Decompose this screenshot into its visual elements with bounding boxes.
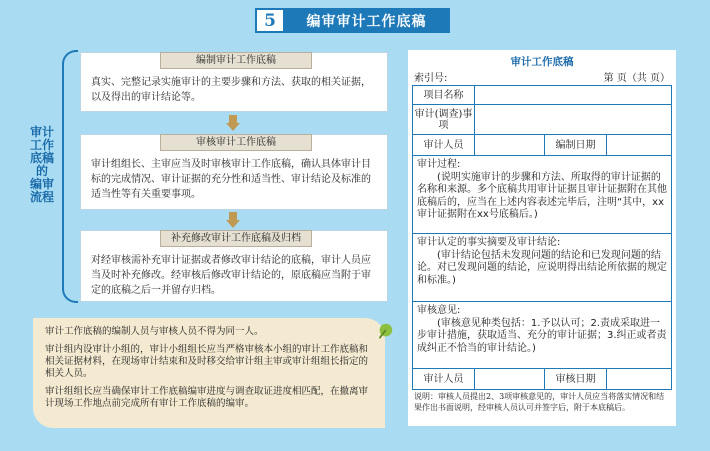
down-arrow-icon [226, 212, 240, 228]
audit-process-section [413, 156, 671, 225]
flow-step-revise-archive [80, 230, 388, 302]
audit-item-field[interactable] [475, 105, 671, 134]
form-title: 审计工作底稿 [510, 56, 574, 68]
audit-facts-heading: 审计认定的事实摘要及审计结论: [417, 237, 561, 248]
form-meta [408, 69, 676, 84]
note-item: 审计组组长应当确保审计工作底稿编审进度与调查取证进度相匹配，在撤离审计现场工作地点前完成所有审计工作底稿的编审。 [45, 386, 369, 409]
audit-item-label: 审计(调查)事项 [413, 105, 475, 134]
audit-facts-text: (审计结论包括未发现问题的结论和已发现问题的结论。对已发现问题的结论，应说明得出结论所依据的规定和标准。) [417, 249, 667, 286]
title-banner [255, 8, 450, 33]
flow-step-compile [80, 52, 388, 112]
leaf-icon [376, 322, 394, 340]
side-label-line: 工作 [29, 138, 54, 152]
flow-step-header: 编制审计工作底稿 [160, 52, 312, 69]
project-name-field[interactable] [475, 86, 671, 104]
side-label-line: 审计 [29, 125, 54, 139]
side-label-line: 底稿 [29, 151, 54, 165]
note-item: 审计工作底稿的编制人员与审核人员不得为同一人。 [45, 326, 264, 337]
auditor-label-bottom: 审计人员 [413, 369, 475, 389]
flow-step-review [80, 134, 388, 210]
review-opinion-text: (审核意见种类包括：1.予以认可；2.责成采取进一步审计措施，获取适当、充分的审计证据；3.纠正或者责成纠正不恰当的审计结论。) [417, 317, 667, 354]
review-date-field[interactable] [607, 369, 671, 389]
side-label-line: 编审 [29, 177, 54, 191]
flow-step-text: 真实、完整记录实施审计的主要步骤和方法、获取的相关证据，以及得出的审计结论等。 [91, 77, 371, 103]
section-number: 5 [257, 10, 283, 31]
page-count-label: 第 页（共 页） [603, 73, 670, 84]
audit-process-heading: 审计过程: [417, 159, 461, 170]
form-grid [412, 85, 672, 390]
down-arrow-icon [226, 115, 240, 131]
flow-bracket [62, 50, 78, 303]
review-opinion-heading: 审核意见: [417, 305, 461, 316]
compile-date-field[interactable] [607, 135, 671, 155]
project-name-label: 项目名称 [413, 86, 475, 104]
auditor-field[interactable] [475, 135, 545, 155]
review-date-label: 审核日期 [545, 369, 607, 389]
flow-step-header: 补充修改审计工作底稿及归档 [160, 230, 312, 247]
audit-process-text: (说明实施审计的步骤和方法、所取得的审计证据的名称和来源。多个底稿共用审计证据且审计证据附在其他底稿后的，应当在上述内容表述完毕后，注明“其中，xx审计证据附在xx号底稿后。) [417, 171, 667, 220]
flow-step-text: 审计组组长、主审应当及时审核审计工作底稿，确认具体审计目标的完成情况、审计证据的充分性和适当性、审计结论及标准的适当性等有关重要事项。 [91, 159, 371, 200]
compile-date-label: 编制日期 [545, 135, 607, 155]
flow-step-text: 对经审核需补充审计证据或者修改审计结论的底稿，审计人员应当及时补充修改。经审核后修改审计结论的，原底稿应当附于审定的底稿之后一并留存归档。 [91, 255, 371, 296]
auditor-label: 审计人员 [413, 135, 475, 155]
form-footnote: 说明：审核人员提出2、3项审核意见的，审计人员应当将落实情况和结果作出书面说明，经审核人员认可并签字后，附于本底稿后。 [414, 392, 665, 412]
auditor-field-bottom[interactable] [475, 369, 545, 389]
audit-workpaper-form [408, 50, 676, 426]
flow-side-label [28, 126, 56, 204]
side-label-line: 流程 [29, 190, 54, 204]
index-number-label: 索引号: [414, 73, 448, 84]
note-item: 审计组内设审计小组的，审计小组组长应当严格审核本小组的审计工作底稿和相关证据材料，在现场审计结束和及时移交给审计组主审或审计组组长指定的相关人员。 [45, 344, 369, 379]
review-opinion-section [413, 302, 671, 358]
audit-facts-section [413, 234, 671, 290]
flow-step-header: 审核审计工作底稿 [160, 134, 312, 151]
page-title: 编审审计工作底稿 [306, 13, 427, 30]
notes-box [33, 318, 385, 428]
side-label-line: 的 [35, 164, 48, 178]
